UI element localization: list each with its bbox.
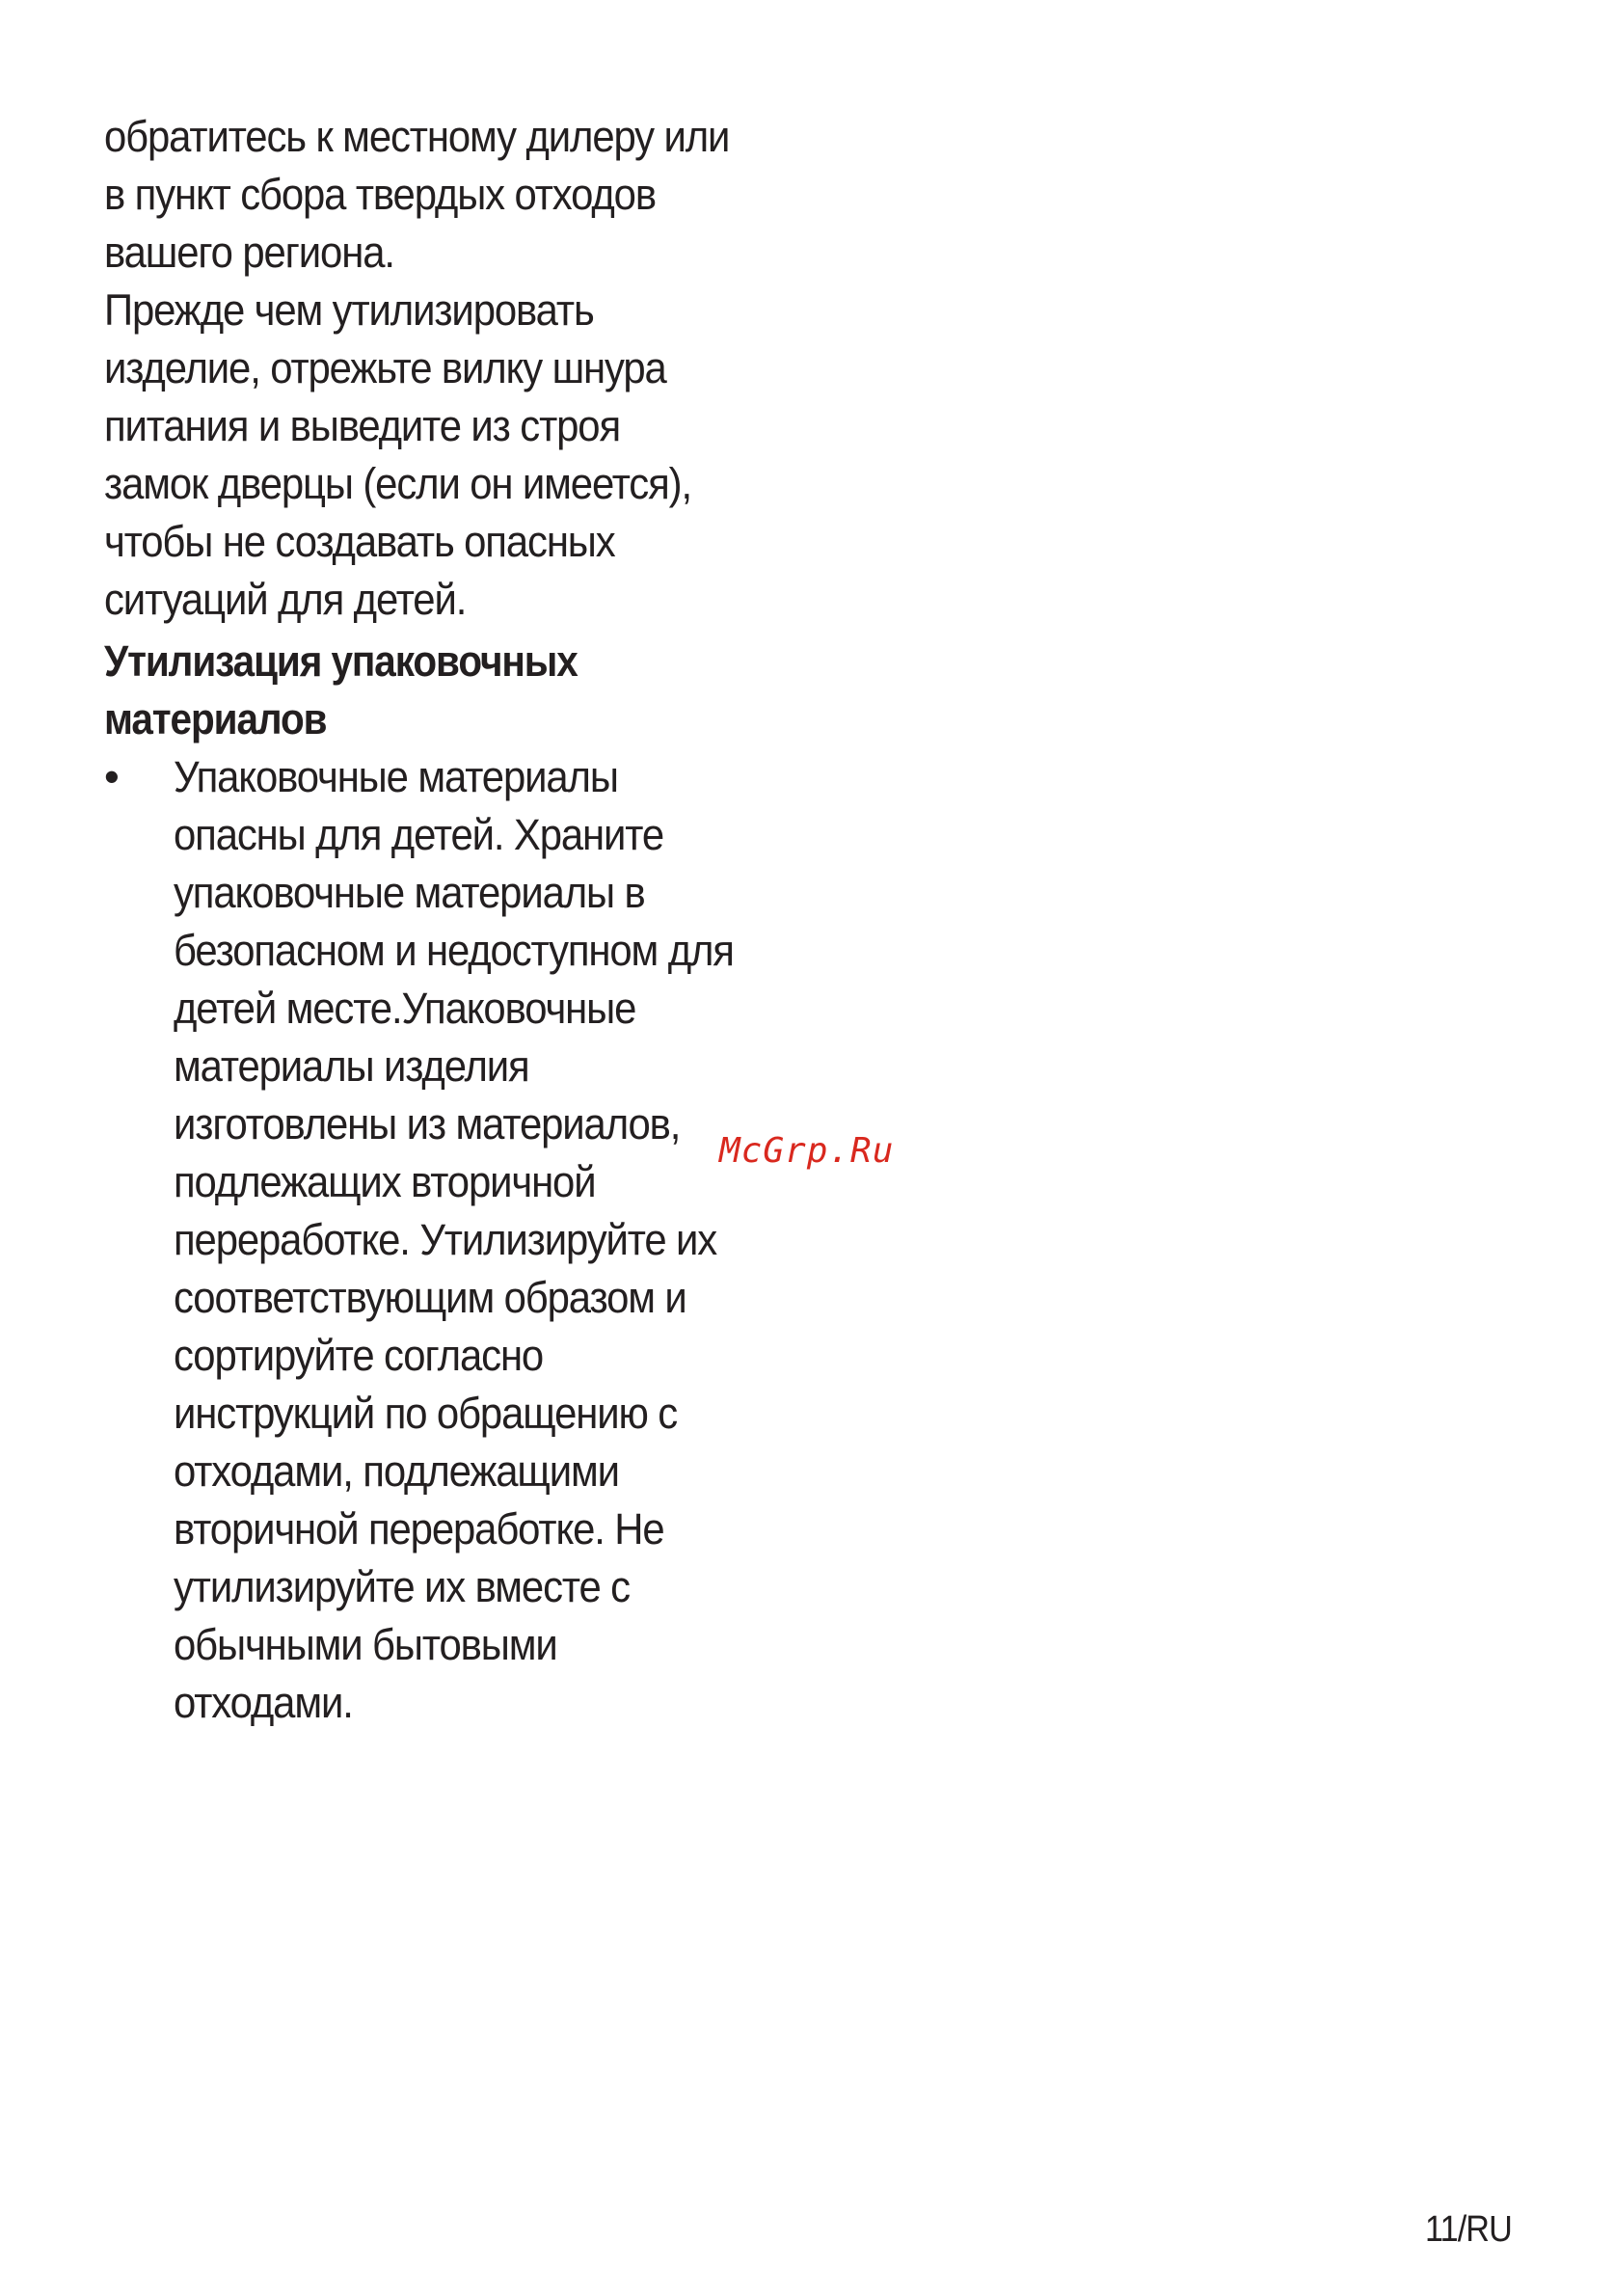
document-body — [104, 108, 798, 1732]
text-line: материалы изделия — [174, 1041, 529, 1091]
text-line: опасны для детей. Храните — [174, 810, 664, 859]
text-line: утилизируйте их вместе с — [174, 1562, 630, 1611]
text-line: вторичной переработке. Не — [174, 1504, 664, 1553]
text-line: замок дверцы (если он имеется), — [104, 459, 692, 508]
bullet-marker: • — [104, 752, 120, 801]
text-line: безопасном и недоступном для — [174, 926, 734, 975]
text-line: изделие, отрежьте вилку шнура — [104, 343, 666, 392]
text-line: обычными бытовыми — [174, 1620, 557, 1669]
text-line: подлежащих вторичной — [174, 1157, 596, 1206]
text-line: соответствующим образом и — [174, 1273, 686, 1322]
text-line: упаковочные материалы в — [174, 868, 645, 917]
text-line: вашего региона. — [104, 228, 394, 277]
text-line: детей месте.Упаковочные — [174, 984, 636, 1033]
text-line: Прежде чем утилизировать — [104, 285, 594, 335]
text-line: переработке. Утилизируйте их — [174, 1215, 717, 1264]
watermark: McGrp.Ru — [719, 1131, 895, 1171]
text-line: в пункт сбора твердых отходов — [104, 170, 656, 219]
text-line: отходами, подлежащими — [174, 1446, 619, 1496]
page-number: 11/RU — [1425, 2209, 1512, 2250]
text-line: питания и выведите из строя — [104, 401, 620, 450]
text-line: инструкций по обращению с — [174, 1389, 678, 1438]
heading-line: Утилизация упаковочных — [104, 636, 578, 686]
intro-paragraph — [104, 108, 750, 282]
heading-line: материалов — [104, 694, 327, 743]
section-heading — [104, 633, 729, 748]
text-line: сортируйте согласно — [174, 1331, 544, 1380]
text-line: ситуаций для детей. — [104, 575, 467, 624]
text-line: обратитесь к местному дилеру или — [104, 112, 730, 161]
bullet-text — [174, 748, 755, 1732]
advice-paragraph — [104, 282, 750, 629]
text-line: отходами. — [174, 1678, 353, 1727]
text-line: чтобы не создавать опасных — [104, 517, 615, 566]
text-line: Упаковочные материалы — [174, 752, 618, 801]
text-line: изготовлены из материалов, — [174, 1099, 681, 1148]
bullet-item — [104, 748, 798, 1732]
